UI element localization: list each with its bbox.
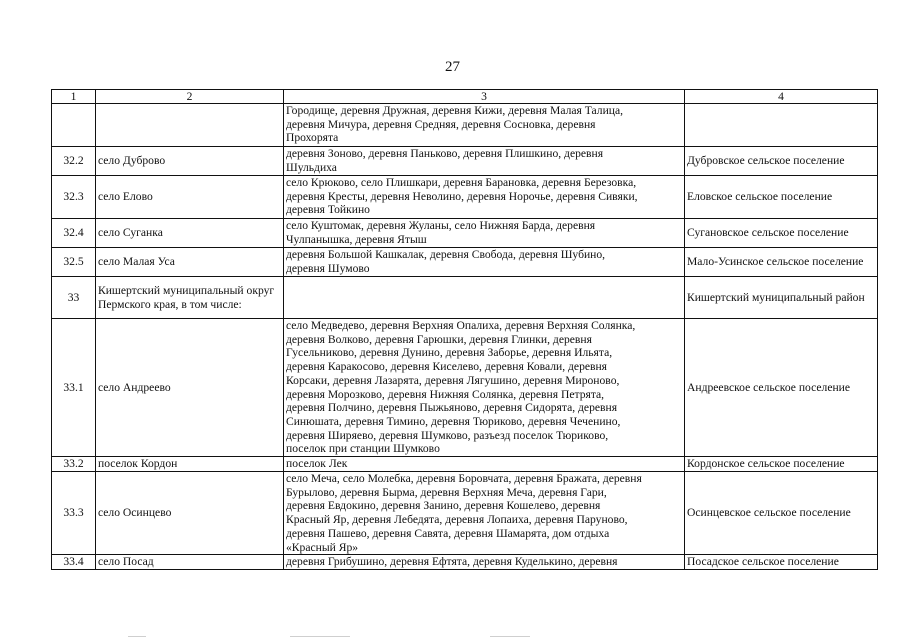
places-line: Корсаки, деревня Лазарята, деревня Лягушино, деревня Мироново, xyxy=(286,373,620,387)
scan-artifact xyxy=(128,636,146,637)
table-row xyxy=(52,472,878,555)
places-line: село Меча, село Молебка, деревня Боровчата, деревня Бражата, деревня xyxy=(286,472,642,486)
page-number: 27 xyxy=(445,59,460,75)
places-line: Чулпанышка, деревня Ятыш xyxy=(286,232,427,246)
row-number: 32.4 xyxy=(52,219,96,248)
row-number: 33.3 xyxy=(52,472,96,555)
row-settlement: Осинцевское сельское поселение xyxy=(685,472,878,555)
row-settlement xyxy=(685,104,878,147)
places-line: село Медведево, деревня Верхняя Опалиха, деревня Верхняя Солянка, xyxy=(286,319,636,332)
row-settlement: Кишертский муниципальный район xyxy=(685,277,878,319)
row-number: 33 xyxy=(52,277,96,319)
row-number: 32.3 xyxy=(52,176,96,219)
row-number: 32.5 xyxy=(52,248,96,277)
column-header-1: 1 xyxy=(52,90,96,104)
row-settlement: Сугановское сельское поселение xyxy=(685,219,878,248)
row-number: 32.2 xyxy=(52,147,96,176)
places-line: деревня Зоново, деревня Паньково, деревня Плишкино, деревня xyxy=(286,147,604,160)
row-settlement: Дубровское сельское поселение xyxy=(685,147,878,176)
places-line: деревня Волково, деревня Гарюшки, деревня Глинки, деревня xyxy=(286,332,592,346)
table-row xyxy=(52,104,878,147)
row-name: село Осинцево xyxy=(96,472,284,555)
places-line: Прохорята xyxy=(286,131,339,145)
row-places xyxy=(284,248,685,277)
places-line: поселок Лек xyxy=(286,457,348,471)
row-settlement: Кордонское сельское поселение xyxy=(685,457,878,472)
row-name: село Андреево xyxy=(96,319,284,457)
places-line: Красный Яр, деревня Лебедята, деревня Лопаиха, деревня Паруново, xyxy=(286,513,628,527)
row-name: село Суганка xyxy=(96,219,284,248)
table-header-row xyxy=(52,90,878,104)
row-number xyxy=(52,104,96,147)
settlements-table xyxy=(51,89,878,570)
table-row xyxy=(52,457,878,472)
row-places xyxy=(284,219,685,248)
places-line: село Крюково, село Плишкари, деревня Барановка, деревня Березовка, xyxy=(286,176,637,189)
row-places xyxy=(284,277,685,319)
places-line: деревня Мичура, деревня Средняя, деревня Сосновка, деревня xyxy=(286,117,596,131)
column-header-4: 4 xyxy=(685,90,878,104)
places-line: деревня Большой Кашкалак, деревня Свобода, деревня Шубино, xyxy=(286,248,606,261)
row-places xyxy=(284,176,685,219)
row-places xyxy=(284,457,685,472)
table-row xyxy=(52,277,878,319)
row-name: село Дуброво xyxy=(96,147,284,176)
places-line: деревня Морозково, деревня Нижняя Солянка, деревня Петрята, xyxy=(286,387,605,401)
places-line: Бурылово, деревня Бырма, деревня Верхняя Меча, деревня Гари, xyxy=(286,485,607,499)
places-line: Синюшата, деревня Тимино, деревня Тюриково, деревня Чеченино, xyxy=(286,414,621,428)
column-header-3: 3 xyxy=(284,90,685,104)
row-settlement: Еловское сельское поселение xyxy=(685,176,878,219)
table-row xyxy=(52,147,878,176)
row-settlement: Мало-Усинское сельское поселение xyxy=(685,248,878,277)
places-line: деревня Полчино, деревня Пыжьяново, деревня Сидорята, деревня xyxy=(286,401,618,415)
row-number: 33.2 xyxy=(52,457,96,472)
row-places xyxy=(284,319,685,457)
table-row xyxy=(52,319,878,457)
row-name: село Малая Уса xyxy=(96,248,284,277)
places-line: деревня Каракосово, деревня Киселево, деревня Ковали, деревня xyxy=(286,360,608,374)
row-settlement: Посадское сельское поселение xyxy=(685,555,878,570)
row-settlement: Андреевское сельское поселение xyxy=(685,319,878,457)
scan-artifact xyxy=(290,636,350,637)
places-line: деревня Грибушино, деревня Ефтята, деревня Куделькино, деревня xyxy=(286,555,618,569)
places-line: Шульдиха xyxy=(286,160,337,174)
table-row xyxy=(52,176,878,219)
places-line: деревня Пашево, деревня Савята, деревня Шамарята, дом отдыха xyxy=(286,526,610,540)
places-line: деревня Шумово xyxy=(286,261,370,275)
places-line: деревня Тойкино xyxy=(286,203,370,217)
row-name: Кишертский муниципальный округ Пермского края, в том числе: xyxy=(96,277,284,319)
table-row xyxy=(52,555,878,570)
table-row xyxy=(52,248,878,277)
row-name: село Елово xyxy=(96,176,284,219)
table-row xyxy=(52,219,878,248)
column-header-2: 2 xyxy=(96,90,284,104)
places-line: деревня Евдокино, деревня Занино, деревня Кошелево, деревня xyxy=(286,499,601,513)
places-line: село Куштомак, деревня Жуланы, село Нижняя Барда, деревня xyxy=(286,219,596,232)
places-line: Городище, деревня Дружная, деревня Кижи, деревня Малая Талица, xyxy=(286,104,624,117)
row-places xyxy=(284,147,685,176)
scan-artifact xyxy=(490,636,530,637)
row-number: 33.1 xyxy=(52,319,96,457)
row-number: 33.4 xyxy=(52,555,96,570)
row-places xyxy=(284,104,685,147)
places-line: деревня Кресты, деревня Неволино, деревня Норочье, деревня Сивяки, xyxy=(286,189,638,203)
row-name xyxy=(96,104,284,147)
places-line: поселок при станции Шумково xyxy=(286,442,440,456)
places-line: деревня Ширяево, деревня Шумково, разъезд поселок Тюриково, xyxy=(286,428,609,442)
places-line: «Красный Яр» xyxy=(286,540,359,554)
places-line: Гусельниково, деревня Дунино, деревня Заборье, деревня Ильята, xyxy=(286,346,613,360)
row-name: поселок Кордон xyxy=(96,457,284,472)
row-name: село Посад xyxy=(96,555,284,570)
row-places xyxy=(284,555,685,570)
row-places xyxy=(284,472,685,555)
